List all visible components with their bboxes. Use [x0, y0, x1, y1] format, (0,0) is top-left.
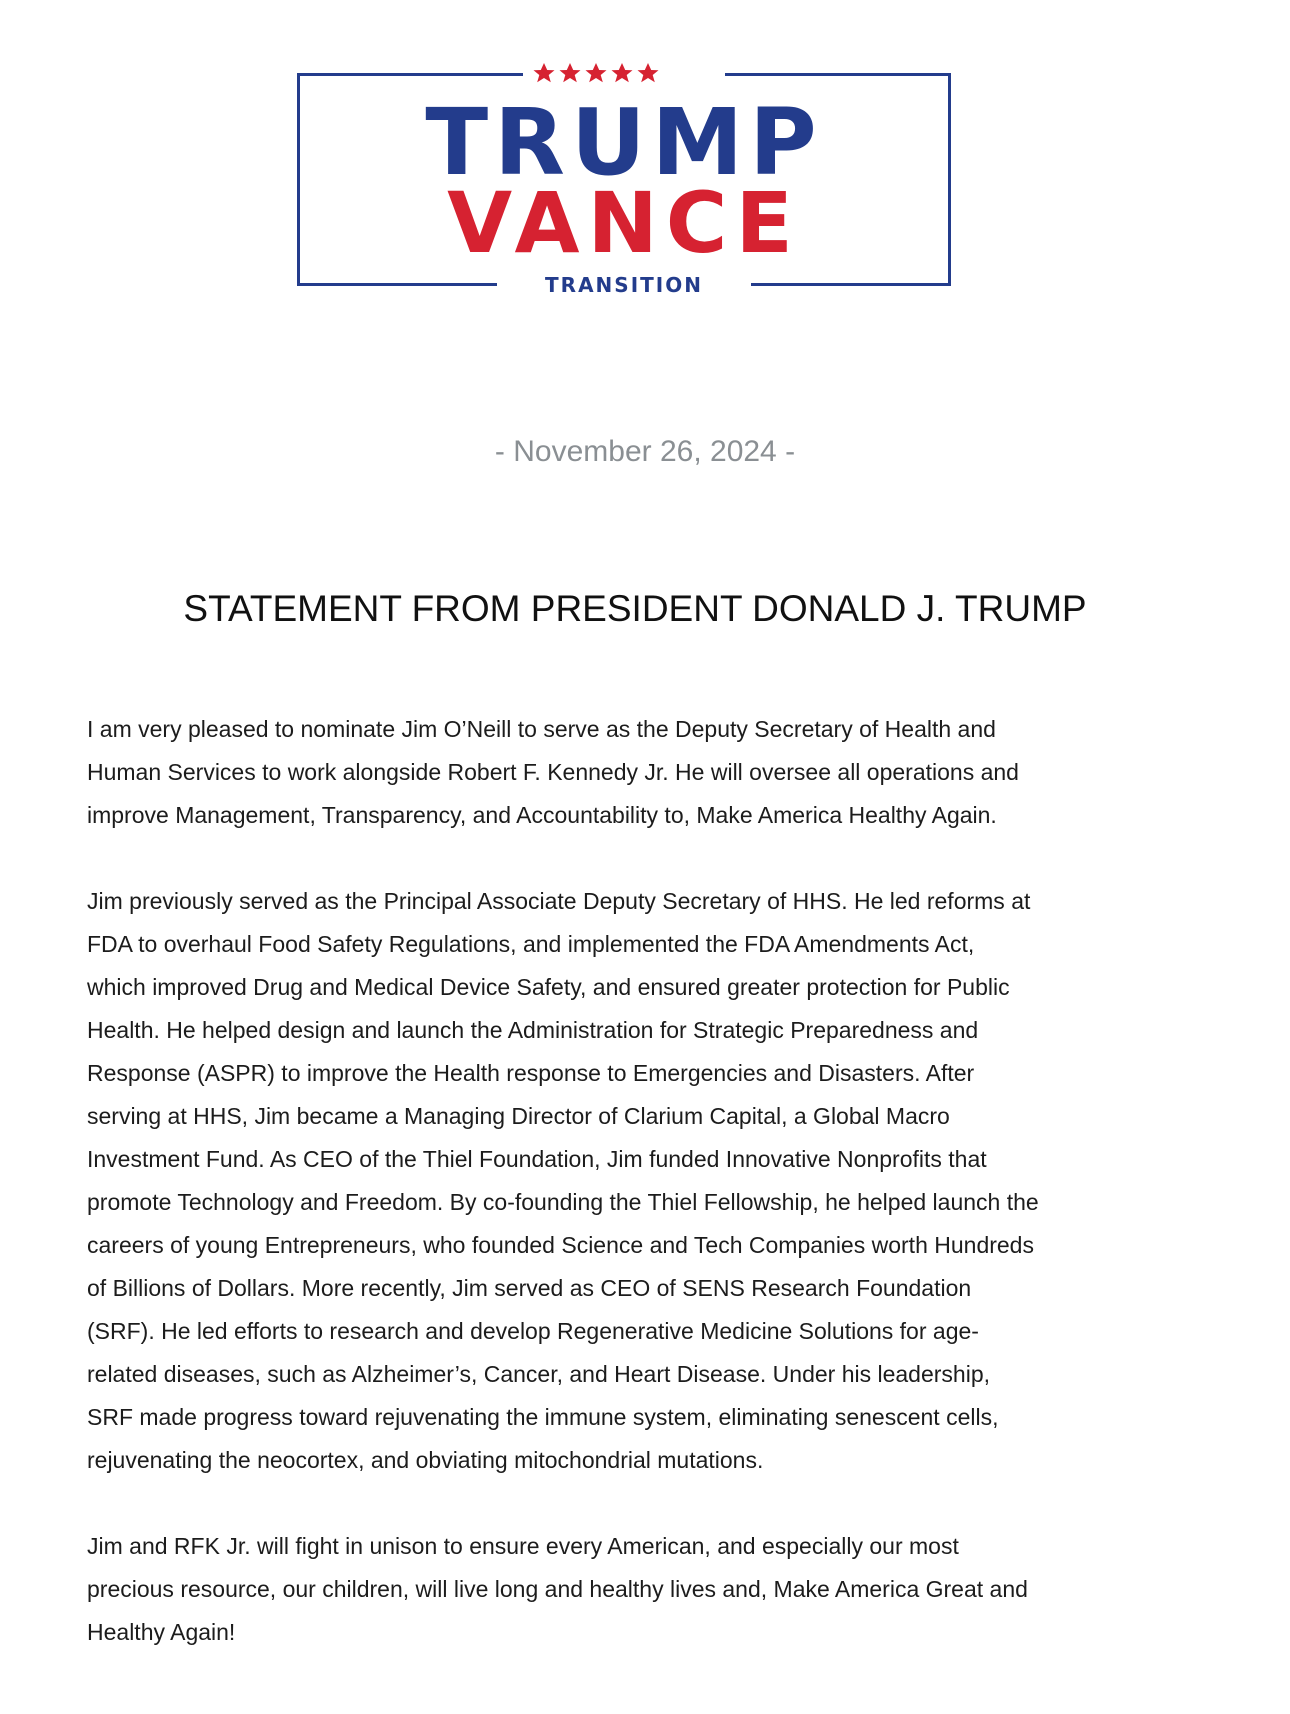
body-line: SRF made progress toward rejuvenating the immune system, eliminating senescent cells, — [87, 1404, 999, 1430]
star-icon — [638, 63, 659, 82]
logo-stars — [534, 63, 659, 82]
body-line: Healthy Again! — [87, 1619, 236, 1645]
star-icon — [534, 63, 555, 82]
body-line: FDA to overhaul Food Safety Regulations, and implemented the FDA Amendments Act, — [87, 931, 975, 957]
body-line: Jim and RFK Jr. will fight in unison to ensure every American, and especially our most — [87, 1533, 959, 1559]
star-icon — [612, 63, 633, 82]
logo-transition-text: TRANSITION — [533, 273, 715, 297]
paragraph-3 — [87, 1525, 1207, 1654]
statement-body — [87, 708, 1207, 1697]
body-line: Investment Fund. As CEO of the Thiel Foundation, Jim funded Innovative Nonprofits that — [87, 1146, 987, 1172]
body-line: improve Management, Transparency, and Accountability to, Make America Healthy Again. — [87, 802, 997, 828]
body-line: related diseases, such as Alzheimer’s, Cancer, and Heart Disease. Under his leadership, — [87, 1361, 991, 1387]
trump-vance-transition-logo — [297, 73, 951, 297]
body-line: which improved Drug and Medical Device Safety, and ensured greater protection for Public — [87, 974, 1010, 1000]
body-line: Health. He helped design and launch the Administration for Strategic Preparedness and — [87, 1017, 979, 1043]
body-line: Human Services to work alongside Robert F. Kennedy Jr. He will oversee all operations and — [87, 759, 1019, 785]
logo-trump-wordmark: TRUMP — [425, 89, 823, 196]
star-icon — [586, 63, 607, 82]
body-line: I am very pleased to nominate Jim O’Neill to serve as the Deputy Secretary of Health and — [87, 716, 996, 742]
body-line: careers of young Entrepreneurs, who founded Science and Tech Companies worth Hundreds — [87, 1232, 1034, 1258]
body-line: Jim previously served as the Principal Associate Deputy Secretary of HHS. He led reforms at — [87, 888, 1031, 914]
statement-date: - November 26, 2024 - — [494, 435, 796, 468]
paragraph-2 — [87, 880, 1207, 1482]
body-line: serving at HHS, Jim became a Managing Director of Clarium Capital, a Global Macro — [87, 1103, 950, 1129]
body-line: precious resource, our children, will live long and healthy lives and, Make America Great and — [87, 1576, 1028, 1602]
star-icon — [560, 63, 581, 82]
logo-vance-wordmark: VANCE — [447, 174, 801, 272]
paragraph-1 — [87, 708, 1207, 837]
body-line: of Billions of Dollars. More recently, Jim served as CEO of SENS Research Foundation — [87, 1275, 972, 1301]
body-line: promote Technology and Freedom. By co-founding the Thiel Fellowship, he helped launch the — [87, 1189, 1039, 1215]
logo-transition-label — [297, 272, 951, 298]
body-line: rejuvenating the neocortex, and obviating mitochondrial mutations. — [87, 1447, 764, 1473]
body-line: Response (ASPR) to improve the Health response to Emergencies and Disasters. After — [87, 1060, 975, 1086]
statement-title: STATEMENT FROM PRESIDENT DONALD J. TRUMP — [183, 588, 1087, 629]
body-line: (SRF). He led efforts to research and develop Regenerative Medicine Solutions for age- — [87, 1318, 979, 1344]
